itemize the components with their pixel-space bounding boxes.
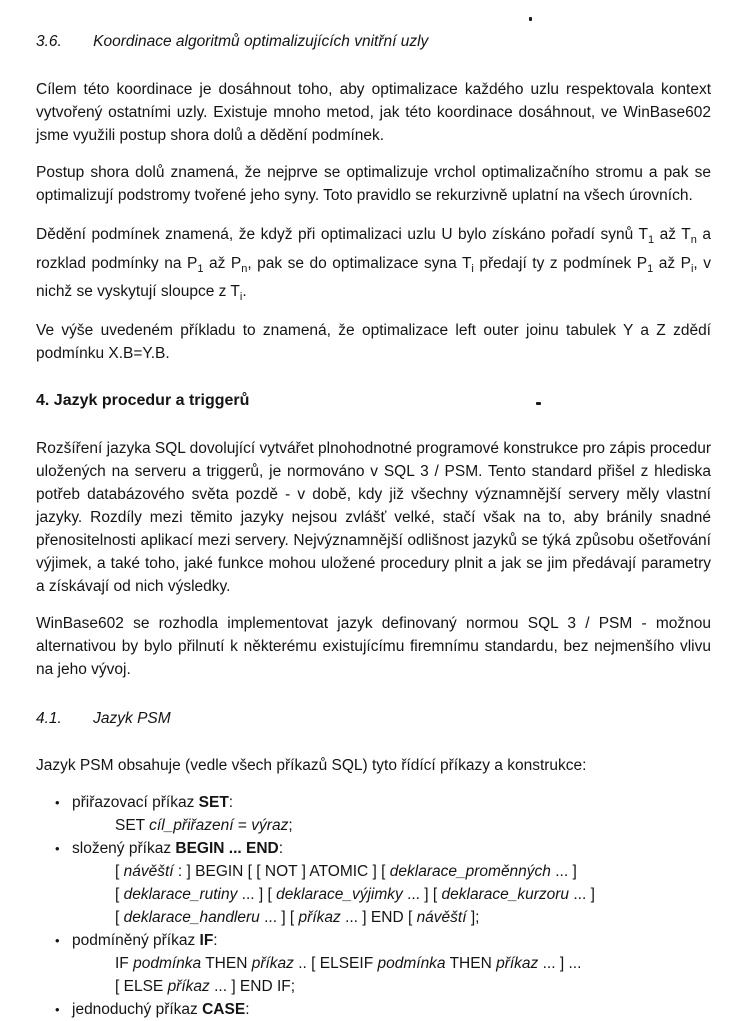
- syntax-line: [ návěští : ] BEGIN [ [ NOT ] ATOMIC ] [ deklarace_proměnných ... ]: [115, 862, 577, 880]
- section-number: 4.1.: [36, 709, 62, 727]
- section-title: Jazyk PSM: [93, 709, 171, 727]
- paragraph-example: Ve výše uvedeném příkladu to znamená, že optimalizace left outer joinu tabulek Y a Z zdědí podmínku X.B=Y.B.: [36, 321, 711, 362]
- syntax-line: [ deklarace_rutiny ... ] [ deklarace_výjimky ... ] [ deklarace_kurzoru ... ]: [115, 885, 595, 903]
- section-3-6-heading: [36, 30, 711, 53]
- list-item-case: [36, 998, 711, 1021]
- list-item-set: [36, 791, 711, 837]
- scan-speck-icon: [529, 17, 532, 21]
- psm-command-list: [36, 791, 711, 1021]
- list-item-label: jednoduchý příkaz CASE:: [72, 1000, 250, 1018]
- bullet-icon: •: [55, 840, 60, 856]
- scan-speck-icon: [536, 402, 541, 405]
- paragraph-winbase-decision: WinBase602 se rozhodla implementovat jazyk definovaný normou SQL 3 / PSM - možnou alternativou by bylo přilnutí k některému existujícímu firemnímu standardu, bez nejmenšího vlivu na jeho vývoj.: [36, 614, 711, 678]
- paragraph-inheritance: Dědění podmínek znamená, že když při optimalizaci uzlu U bylo získáno pořadí synů $T_1$ až $T_n$ a rozklad podmínky na $P_1$ až $P_n$, pak se do optimalizace syna $T_i$ předají ty z podmínek $P_1$ až $P_i$, v nichž se vyskytují sloupce z $T_i$.: [36, 226, 711, 304]
- syntax-line: [ deklarace_handleru ... ] [ příkaz ... ] END [ návěští ];: [115, 908, 480, 926]
- paragraph-coordination: Cílem této koordinace je dosáhnout toho, aby optimalizace každého uzlu respektovala kontext vytvořený ostatními uzly. Existuje mnoho metod, jak této koordinace dosáhnout, ve WinBase602 jsme využili postup shora dolů a dědění podmínek.: [36, 81, 711, 144]
- section-4-1-heading: [36, 707, 711, 730]
- section-title: Koordinace algoritmů optimalizujících vnitřní uzly: [93, 33, 429, 50]
- list-item-begin-end: [36, 837, 711, 929]
- bullet-icon: •: [55, 794, 60, 810]
- bullet-icon: •: [55, 1001, 60, 1017]
- section-4-heading: 4. Jazyk procedur a triggerů: [36, 391, 250, 409]
- bullet-icon: •: [55, 932, 60, 948]
- paragraph-psm-norm: Rozšíření jazyka SQL dovolující vytvářet plnohodnotné programové konstrukce pro zápis procedur uložených na serveru a triggerů, je normováno v SQL 3 / PSM. Tento standard přišel z hlediska potřeb databázového světa pozdě - v době, kdy již všechny významnější servery měly vlastní jazyky. Rozdíly mezi těmito jazyky nejsou zvlášť velké, stačí však na to, aby bránily snadné přenositelnosti aplikací mezi servery. Nejvýznamnější odlišnost jazyků se týká způsobu ošetřování výjimek, a také toho, jaké funkce mohou uložené procedury plnit a jak se jim předávají parametry a získávají od nich výsledky.: [36, 439, 711, 595]
- syntax-line: IF podmínka THEN příkaz .. [ ELSEIF podmínka THEN příkaz ... ] ...: [115, 954, 582, 972]
- list-item-label: podmíněný příkaz IF:: [72, 931, 218, 949]
- list-item-label: složený příkaz BEGIN ... END:: [72, 839, 284, 857]
- list-item-if: [36, 929, 711, 998]
- list-item-label: přiřazovací příkaz SET:: [72, 793, 234, 811]
- section-number: 3.6.: [36, 33, 62, 50]
- syntax-line: [ ELSE příkaz ... ] END IF;: [115, 977, 296, 995]
- psm-intro-line: Jazyk PSM obsahuje (vedle všech příkazů SQL) tyto řídící příkazy a konstrukce:: [36, 756, 587, 774]
- syntax-line: SET cíl_přiřazení = výraz;: [115, 816, 293, 834]
- paragraph-topdown: Postup shora dolů znamená, že nejprve se optimalizuje vrchol optimalizačního stromu a pak se optimalizují podstromy tvořené jeho syny. Toto pravidlo se rekurzivně uplatní na všech úrovních.: [36, 164, 711, 204]
